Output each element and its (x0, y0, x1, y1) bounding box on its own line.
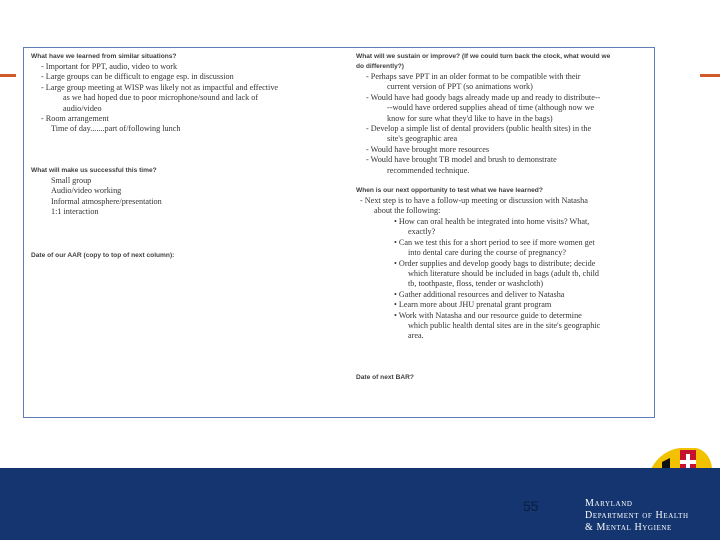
list-item: • Work with Natasha and our resource guide to determine (394, 310, 582, 320)
list-item: - Large group meeting at WISP was likely not as impactful and effective (41, 82, 279, 92)
page-number: 55 (523, 498, 539, 514)
heading-next-bar-date: Date of next BAR? (356, 373, 414, 381)
list-item: Informal atmosphere/presentation (51, 196, 162, 206)
list-item: Time of day.......part of/following lunch (51, 124, 181, 134)
document-image (23, 47, 655, 418)
list-item: --would have ordered supplies ahead of time (although now we (387, 103, 595, 113)
org-line: Maryland (585, 498, 633, 509)
list-item: - Would have brought TB model and brush to demonstrate (366, 155, 557, 165)
list-item: - Perhaps save PPT in an older format to be compatible with their (366, 72, 581, 81)
list-item: - Would have brought more resources (366, 144, 490, 154)
heading-sustain-improve-cont: do differently?) (356, 63, 404, 70)
list-item: as we had hoped due to poor microphone/sound and lack of (63, 93, 259, 103)
list-item: Small group (51, 175, 92, 185)
list-item: - Important for PPT, audio, video to work (41, 62, 178, 71)
list-item: • Can we test this for a short period to see if more women get (394, 237, 595, 247)
list-item: - Room arrangement (41, 114, 109, 124)
list-item: • Gather additional resources and deliver to Natasha (394, 289, 565, 299)
org-line: Department of Health (585, 510, 689, 521)
accent-bar-left (0, 74, 16, 77)
organization-name (585, 498, 689, 534)
list-item: which public health dental sites are in the site's geographic (408, 320, 601, 330)
heading-aar-date: Date of our AAR (copy to top of next column): (31, 252, 175, 260)
list-item: tb, toothpaste, floss, tender or washcloth) (408, 279, 544, 289)
list-item: 1:1 interaction (51, 207, 99, 217)
list-item: about the following: (374, 206, 441, 216)
list-item: • Learn more about JHU prenatal grant program (394, 300, 552, 310)
heading-lessons-learned: What have we learned from similar situations? (31, 53, 177, 60)
list-item: • How can oral health be integrated into home visits? What, (394, 216, 590, 226)
list-item: - Next step is to have a follow-up meeting or discussion with Natasha (360, 196, 588, 206)
list-item: which literature should be included in bags (adult tb, child (408, 268, 599, 278)
right-column (356, 52, 652, 383)
org-line: & Mental Hygiene (585, 522, 672, 533)
list-item: - Develop a simple list of dental providers (public health sites) in the (366, 124, 592, 134)
left-column (31, 52, 353, 261)
list-item: site's geographic area (387, 134, 458, 144)
list-item: into dental care during the course of pregnancy? (408, 248, 566, 258)
heading-sustain-improve: What will we sustain or improve? (If we could turn back the clock, what would we (356, 53, 611, 60)
list-item: • Order supplies and develop goody bags to distribute; decide (394, 258, 596, 268)
heading-success-factors: What will make us successful this time? (31, 166, 157, 174)
list-item: - Large groups can be difficult to engage esp. in discussion (41, 72, 234, 82)
list-item: audio/video (63, 103, 102, 113)
list-item: Audio/video working (51, 186, 122, 196)
list-item: area. (408, 331, 424, 341)
list-item: exactly? (408, 227, 436, 237)
list-item: - Would have had goody bags already made up and ready to distribute-- (366, 92, 601, 102)
heading-next-opportunity: When is our next opportunity to test what we have learned? (356, 187, 543, 195)
list-item: know for sure what they'd like to have in the bags) (387, 113, 553, 123)
list-item: current version of PPT (so animations work) (387, 82, 533, 92)
list-item: recommended technique. (387, 165, 470, 175)
accent-bar-right (700, 74, 720, 77)
